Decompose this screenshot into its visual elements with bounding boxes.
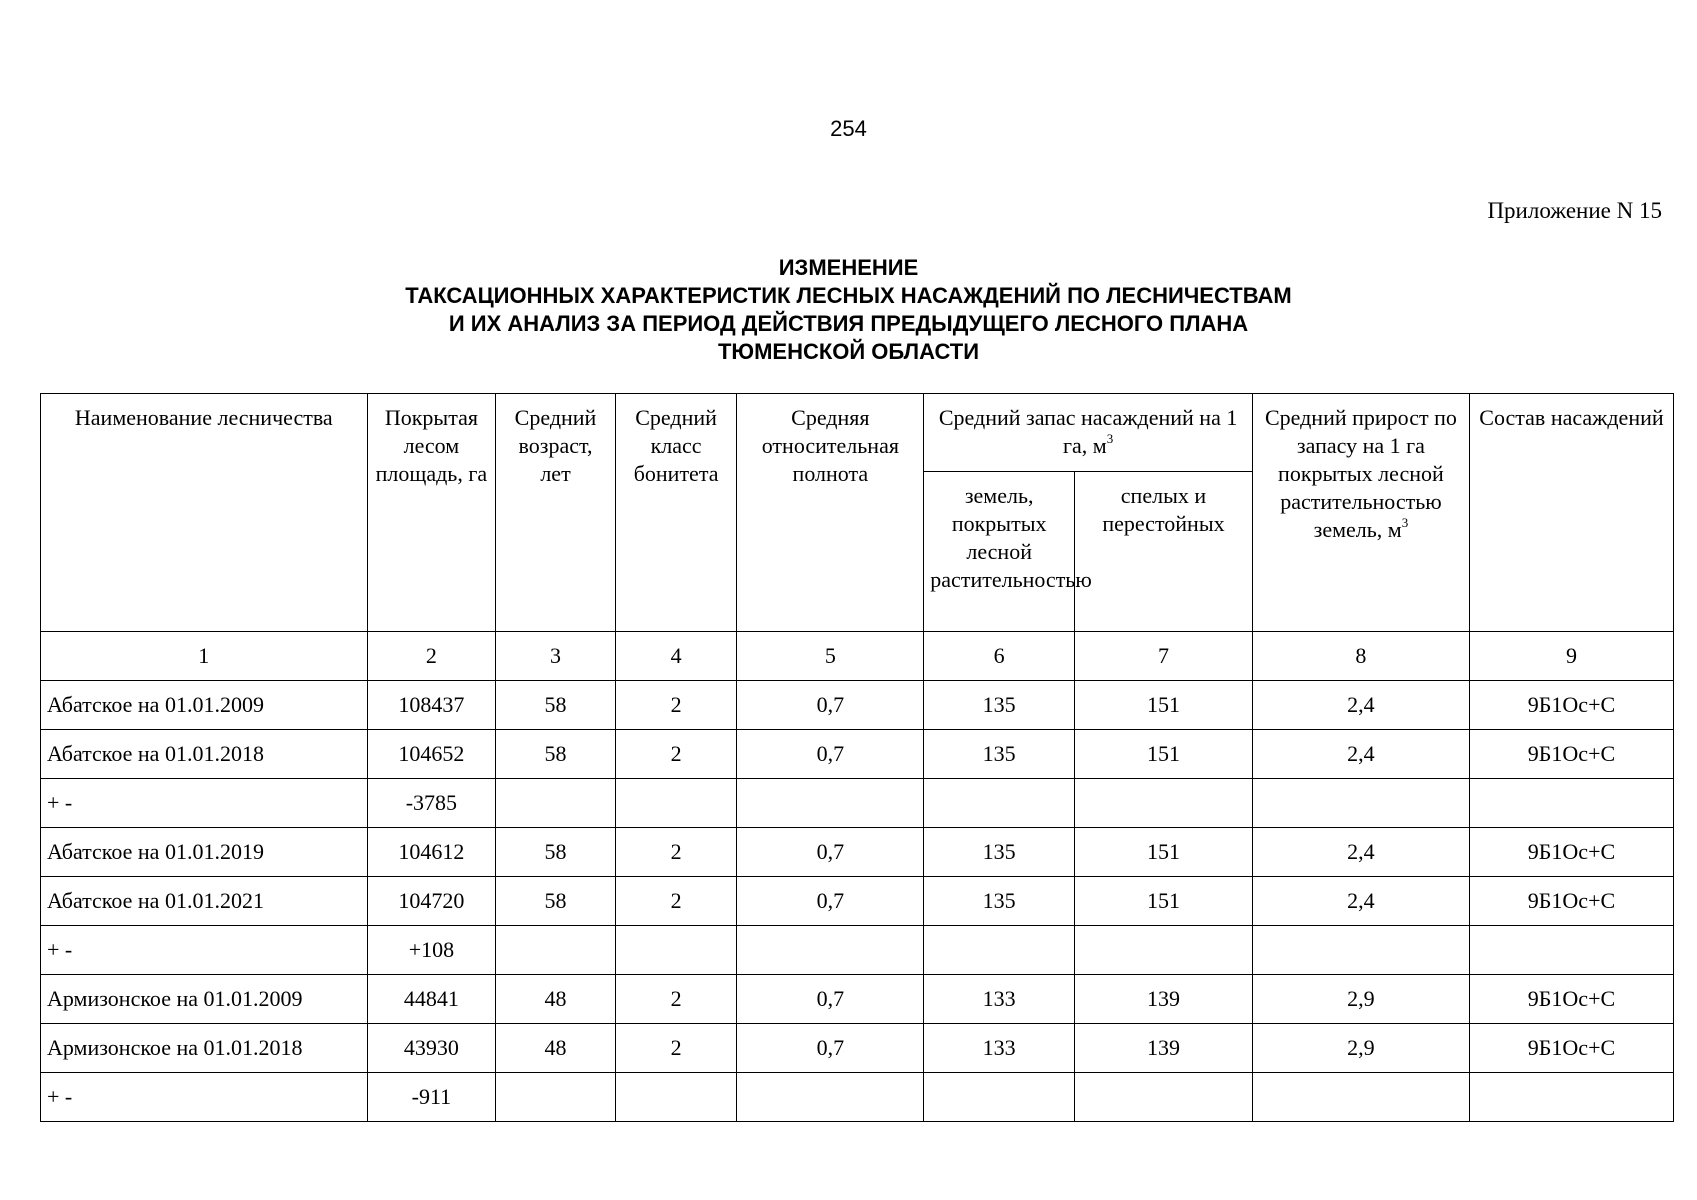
- table-cell: 2,4: [1252, 730, 1469, 779]
- row-label: Абатское на 01.01.2019: [41, 828, 368, 877]
- table-cell: [737, 779, 924, 828]
- unit-superscript: 3: [1401, 514, 1409, 530]
- table-cell: 58: [496, 828, 616, 877]
- table-cell: [737, 1073, 924, 1122]
- table-cell: -911: [367, 1073, 496, 1122]
- table-cell: [924, 1073, 1075, 1122]
- table-cell: [496, 1073, 616, 1122]
- table-row: [41, 877, 1674, 926]
- column-number: 3: [496, 632, 616, 681]
- table-cell: 9Б1Ос+С: [1469, 975, 1673, 1024]
- header-composition: Состав насаждений: [1469, 394, 1673, 632]
- table-cell: 139: [1075, 975, 1253, 1024]
- header-forest-area: Покрытая лесом площадь, га: [367, 394, 496, 632]
- row-label: Армизонское на 01.01.2009: [41, 975, 368, 1024]
- header-average-stock-group: [924, 394, 1253, 472]
- forest-characteristics-table: [40, 393, 1674, 1122]
- table-cell: 0,7: [737, 877, 924, 926]
- column-number: 9: [1469, 632, 1673, 681]
- table-cell: 133: [924, 975, 1075, 1024]
- table-cell: 9Б1Ос+С: [1469, 681, 1673, 730]
- table-cell: 0,7: [737, 1024, 924, 1073]
- table-row: [41, 730, 1674, 779]
- title-line-2: ТАКСАЦИОННЫХ ХАРАКТЕРИСТИК ЛЕСНЫХ НАСАЖДЕНИЙ ПО ЛЕСНИЧЕСТВАМ: [405, 283, 1292, 308]
- column-number: 8: [1252, 632, 1469, 681]
- table-cell: 44841: [367, 975, 496, 1024]
- table-cell: [924, 779, 1075, 828]
- page-number: 254: [830, 116, 867, 141]
- table-row: [41, 828, 1674, 877]
- table-cell: 2,4: [1252, 877, 1469, 926]
- table-cell: 2: [615, 877, 737, 926]
- row-label: Абатское на 01.01.2018: [41, 730, 368, 779]
- table-cell: 104720: [367, 877, 496, 926]
- column-number: 2: [367, 632, 496, 681]
- table-row: [41, 1073, 1674, 1122]
- table-cell: 0,7: [737, 730, 924, 779]
- table-cell: 2: [615, 975, 737, 1024]
- header-bonitet-class: Средний класс бонитета: [615, 394, 737, 632]
- title-line-1: ИЗМЕНЕНИЕ: [778, 255, 919, 280]
- row-label: Абатское на 01.01.2009: [41, 681, 368, 730]
- header-average-age: Средний возраст, лет: [496, 394, 616, 632]
- header-stock-mature: спелых и перестойных: [1075, 472, 1253, 632]
- table-body: [41, 681, 1674, 1122]
- header-average-stock-text: Средний запас насаждений на 1 га, м: [938, 405, 1238, 458]
- column-number: 4: [615, 632, 737, 681]
- table-cell: 58: [496, 681, 616, 730]
- table-cell: 9Б1Ос+С: [1469, 730, 1673, 779]
- table-cell: 104652: [367, 730, 496, 779]
- table-cell: 151: [1075, 681, 1253, 730]
- table-cell: [1075, 1073, 1253, 1122]
- table-cell: [1252, 779, 1469, 828]
- table-cell: [1075, 779, 1253, 828]
- header-stock-forested-lands: земель, покрытых лесной растительностью: [924, 472, 1075, 632]
- table-cell: 2,9: [1252, 1024, 1469, 1073]
- table-cell: [1252, 1073, 1469, 1122]
- row-label: + -: [41, 1073, 368, 1122]
- table-cell: 0,7: [737, 681, 924, 730]
- table-cell: 2: [615, 1024, 737, 1073]
- table-row: [41, 1024, 1674, 1073]
- table-cell: -3785: [367, 779, 496, 828]
- column-number: 5: [737, 632, 924, 681]
- table-cell: 2: [615, 681, 737, 730]
- header-relative-density: Средняя относительная полнота: [737, 394, 924, 632]
- table-cell: [1252, 926, 1469, 975]
- table-cell: 135: [924, 828, 1075, 877]
- appendix-label: Приложение N 15: [1487, 198, 1662, 223]
- column-number: 6: [924, 632, 1075, 681]
- column-number: 7: [1075, 632, 1253, 681]
- table-cell: 43930: [367, 1024, 496, 1073]
- table-cell: 2,4: [1252, 828, 1469, 877]
- table-row: [41, 779, 1674, 828]
- header-average-growth-text: Средний прирост по запасу на 1 га покрытых лесной растительностью земель, м: [1264, 405, 1457, 542]
- table-cell: 9Б1Ос+С: [1469, 828, 1673, 877]
- row-label: + -: [41, 926, 368, 975]
- column-number: 1: [41, 632, 368, 681]
- table-cell: 9Б1Ос+С: [1469, 877, 1673, 926]
- table-cell: 135: [924, 681, 1075, 730]
- table-cell: 2: [615, 730, 737, 779]
- row-label: Армизонское на 01.01.2018: [41, 1024, 368, 1073]
- table-cell: [496, 779, 616, 828]
- column-number-row: [41, 632, 1674, 681]
- table-cell: 139: [1075, 1024, 1253, 1073]
- table-cell: 58: [496, 877, 616, 926]
- title-line-3: И ИХ АНАЛИЗ ЗА ПЕРИОД ДЕЙСТВИЯ ПРЕДЫДУЩЕГО ЛЕСНОГО ПЛАНА: [448, 311, 1249, 336]
- table-cell: [496, 926, 616, 975]
- table-cell: [615, 1073, 737, 1122]
- table-cell: 48: [496, 975, 616, 1024]
- table-cell: 48: [496, 1024, 616, 1073]
- table-cell: 0,7: [737, 828, 924, 877]
- table-cell: [1469, 1073, 1673, 1122]
- table-cell: [615, 779, 737, 828]
- table-cell: [1075, 926, 1253, 975]
- table-cell: [737, 926, 924, 975]
- table-cell: 151: [1075, 730, 1253, 779]
- table-cell: 9Б1Ос+С: [1469, 1024, 1673, 1073]
- table-cell: 108437: [367, 681, 496, 730]
- table-cell: 135: [924, 730, 1075, 779]
- table-cell: 2: [615, 828, 737, 877]
- table-row: [41, 681, 1674, 730]
- title-line-4: ТЮМЕНСКОЙ ОБЛАСТИ: [717, 339, 980, 364]
- table-cell: [1469, 926, 1673, 975]
- header-forestry-name: Наименование лесничества: [41, 394, 368, 632]
- row-label: + -: [41, 779, 368, 828]
- table-row: [41, 926, 1674, 975]
- row-label: Абатское на 01.01.2021: [41, 877, 368, 926]
- table-cell: [924, 926, 1075, 975]
- table-cell: 104612: [367, 828, 496, 877]
- table-cell: [615, 926, 737, 975]
- table-cell: 0,7: [737, 975, 924, 1024]
- document-title: [0, 254, 1697, 366]
- unit-superscript: 3: [1106, 430, 1114, 446]
- table-cell: [1469, 779, 1673, 828]
- table-cell: 133: [924, 1024, 1075, 1073]
- table-cell: 58: [496, 730, 616, 779]
- header-average-growth: [1252, 394, 1469, 632]
- table-row: [41, 975, 1674, 1024]
- table-cell: 151: [1075, 828, 1253, 877]
- table-cell: +108: [367, 926, 496, 975]
- table-cell: 135: [924, 877, 1075, 926]
- table-cell: 2,9: [1252, 975, 1469, 1024]
- table-cell: 2,4: [1252, 681, 1469, 730]
- table-cell: 151: [1075, 877, 1253, 926]
